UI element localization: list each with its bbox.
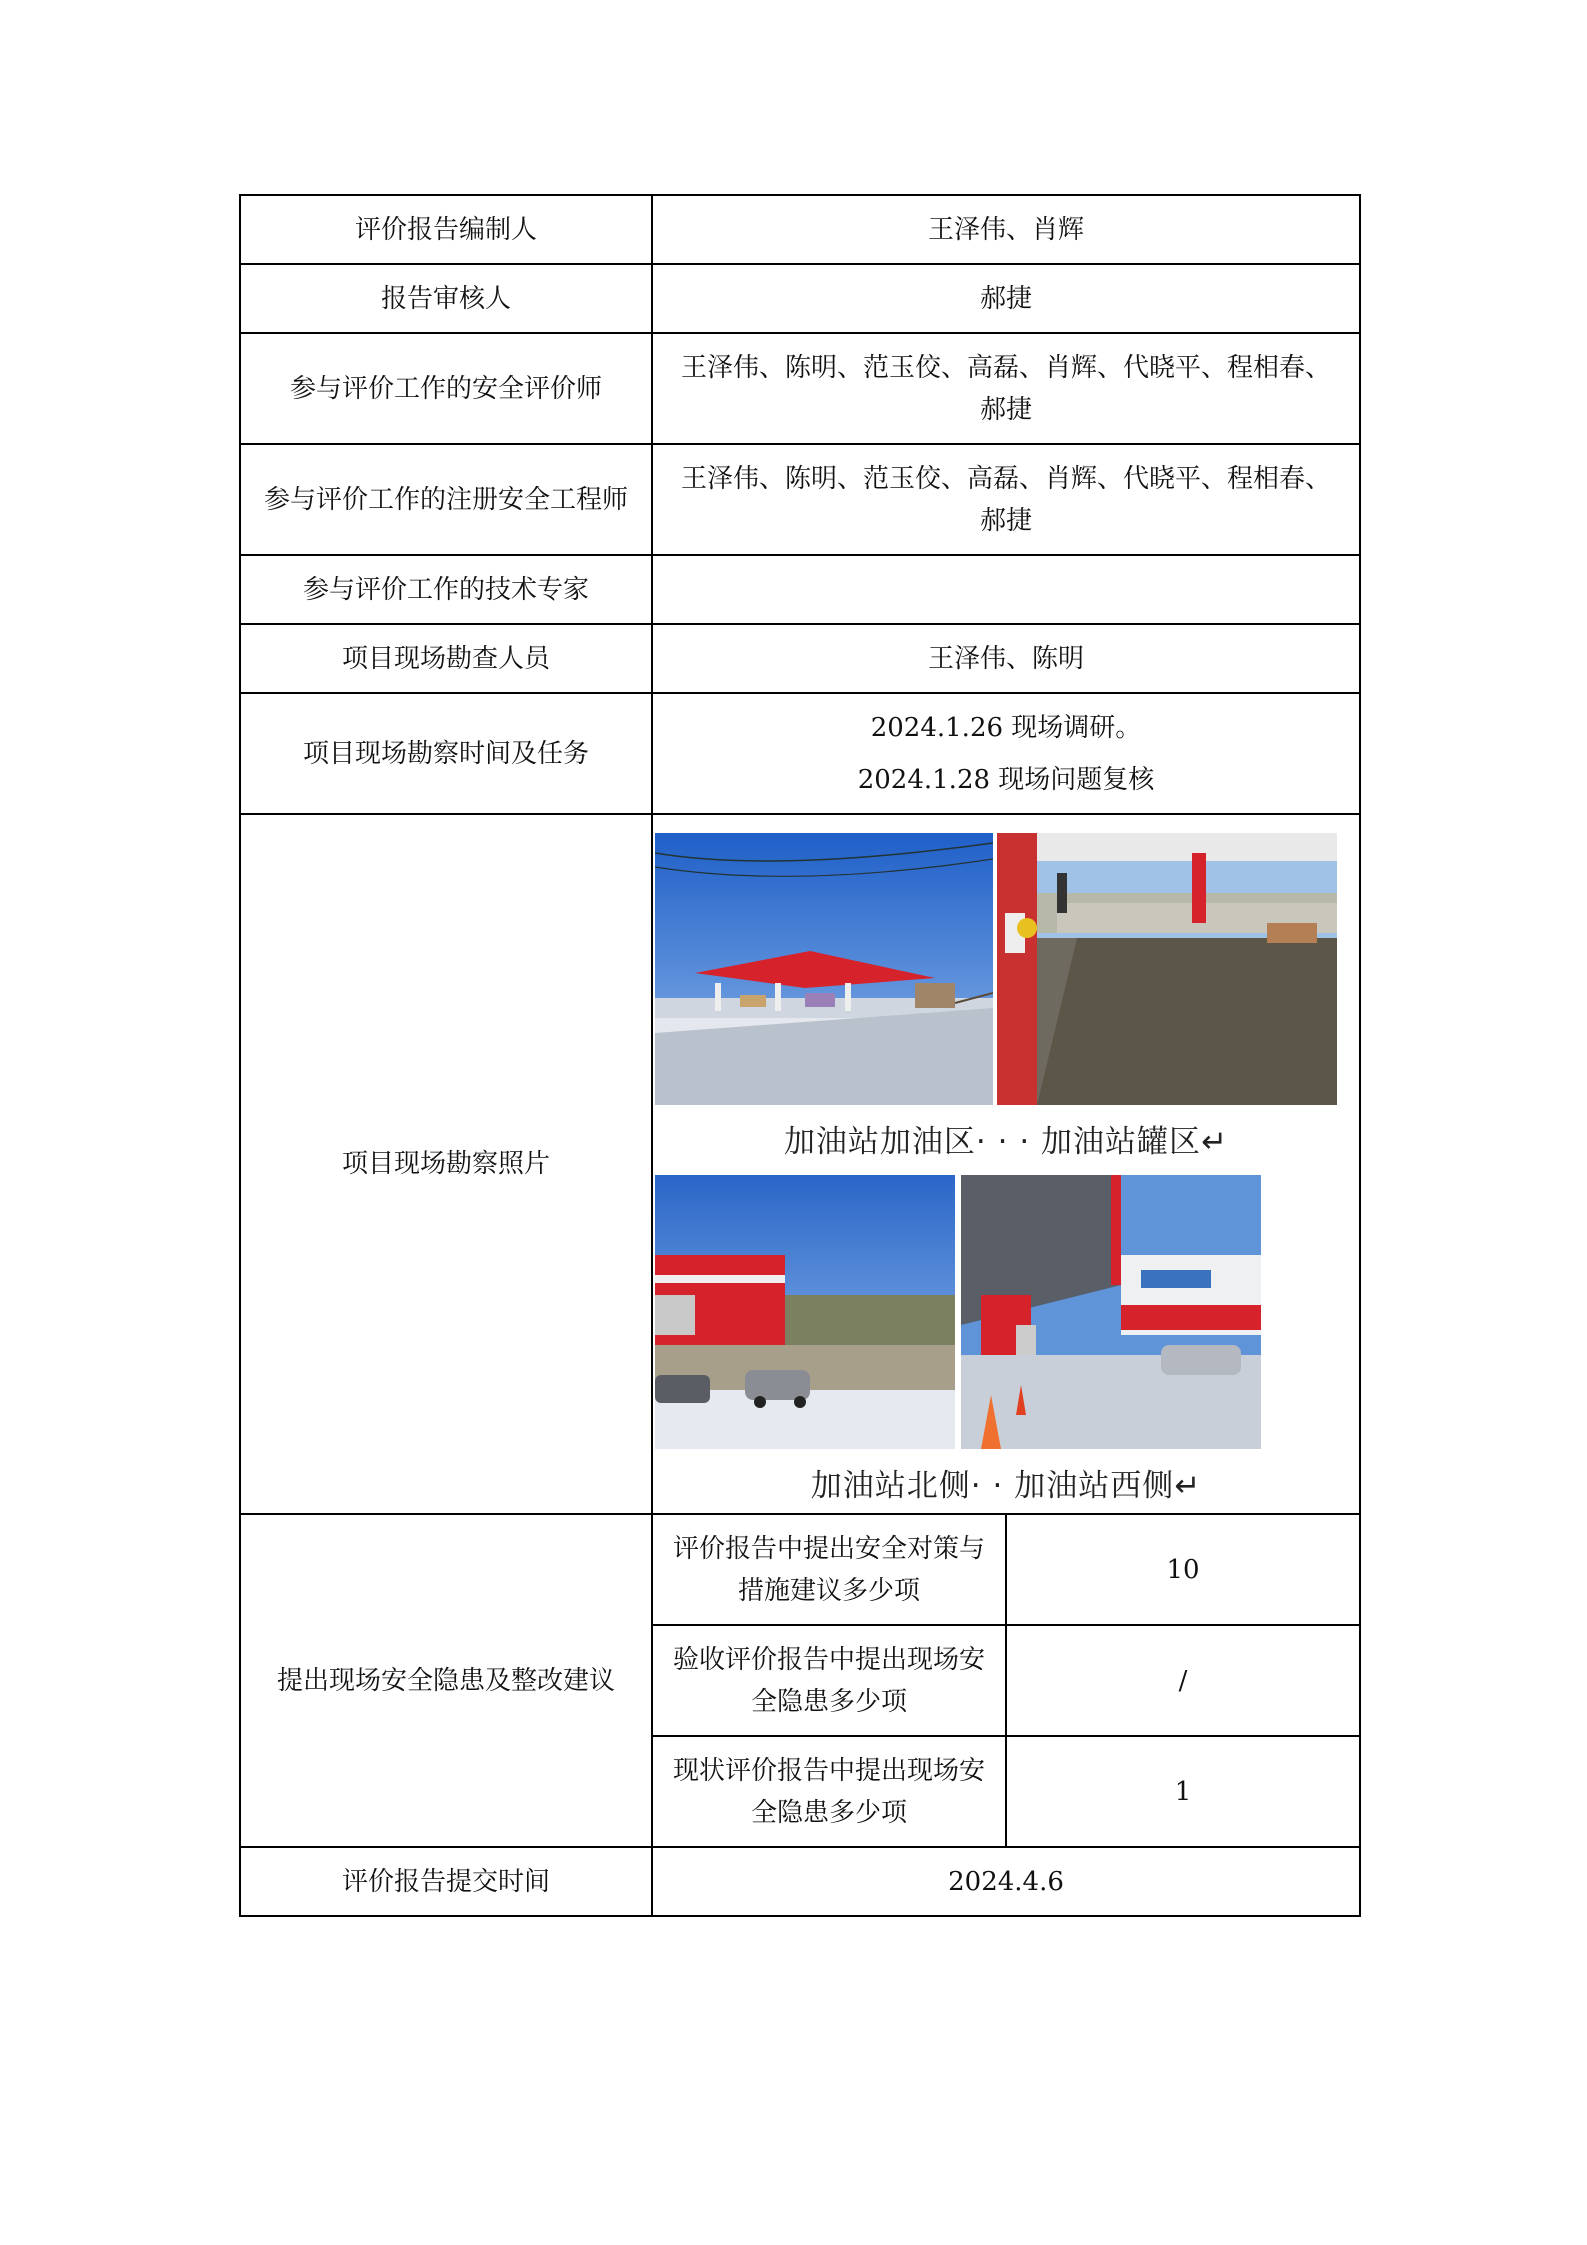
label-survey-time: 项目现场勘察时间及任务 (240, 693, 652, 814)
hazard-2-question (652, 1625, 1006, 1736)
evaluators-line1: 王泽伟、陈明、范玉佼、高磊、肖辉、代晓平、程相春、 (680, 352, 1331, 383)
value-compiler: 王泽伟、肖辉 (652, 195, 1360, 264)
row-surveyors (240, 624, 1360, 693)
engineers-line2: 郝捷 (979, 505, 1032, 536)
hazard-3-line2: 全隐患多少项 (750, 1797, 907, 1828)
label-submit-time: 评价报告提交时间 (240, 1847, 652, 1916)
photo-tank-area (997, 833, 1337, 1105)
value-submit-time: 2024.4.6 (652, 1847, 1360, 1916)
value-reviewer: 郝捷 (652, 264, 1360, 333)
photos-cell (652, 814, 1360, 1514)
hazard-1-line1: 评价报告中提出安全对策与 (672, 1533, 985, 1564)
hazard-3-value: 1 (1006, 1736, 1360, 1847)
survey-time-line2: 2024.1.28 现场问题复核 (857, 764, 1155, 795)
hazard-2-line1: 验收评价报告中提出现场安 (672, 1644, 985, 1675)
hazard-3-question (652, 1736, 1006, 1847)
photo-west-side (961, 1175, 1261, 1449)
photo-row-2 (653, 1175, 1359, 1449)
hazard-2-line2: 全隐患多少项 (750, 1686, 907, 1717)
label-compiler: 评价报告编制人 (240, 195, 652, 264)
engineers-line1: 王泽伟、陈明、范玉佼、高磊、肖辉、代晓平、程相春、 (680, 463, 1331, 494)
hazard-3-line1: 现状评价报告中提出现场安 (672, 1755, 985, 1786)
label-reviewer: 报告审核人 (240, 264, 652, 333)
label-hazards: 提出现场安全隐患及整改建议 (240, 1514, 652, 1847)
hazard-1-question (652, 1514, 1006, 1625)
label-evaluators: 参与评价工作的安全评价师 (240, 333, 652, 444)
value-surveyors: 王泽伟、陈明 (652, 624, 1360, 693)
row-submit-time (240, 1847, 1360, 1916)
photo-fueling-area (655, 833, 993, 1105)
row-hazard-1 (240, 1514, 1360, 1625)
evaluators-line2: 郝捷 (979, 394, 1032, 425)
label-surveyors: 项目现场勘查人员 (240, 624, 652, 693)
photo-row-1 (653, 833, 1359, 1105)
value-experts (652, 555, 1360, 624)
label-engineers: 参与评价工作的注册安全工程师 (240, 444, 652, 555)
hazard-2-value: / (1006, 1625, 1360, 1736)
survey-time-line1: 2024.1.26 现场调研。 (870, 712, 1142, 743)
report-info-table (239, 194, 1361, 1917)
label-photos: 项目现场勘察照片 (240, 814, 652, 1514)
photo-caption-1: 加油站加油区· · · 加油站罐区↵ (783, 1124, 1229, 1160)
row-reviewer (240, 264, 1360, 333)
value-evaluators (652, 333, 1360, 444)
label-experts: 参与评价工作的技术专家 (240, 555, 652, 624)
value-survey-time (652, 693, 1360, 814)
hazard-1-line2: 措施建议多少项 (737, 1575, 920, 1606)
row-evaluators (240, 333, 1360, 444)
row-photos (240, 814, 1360, 1514)
photo-caption-2: 加油站北侧· · 加油站西侧↵ (810, 1468, 1202, 1504)
photo-north-side (655, 1175, 955, 1449)
row-compiler (240, 195, 1360, 264)
row-experts (240, 555, 1360, 624)
hazard-1-value: 10 (1006, 1514, 1360, 1625)
value-engineers (652, 444, 1360, 555)
row-survey-time (240, 693, 1360, 814)
row-engineers (240, 444, 1360, 555)
